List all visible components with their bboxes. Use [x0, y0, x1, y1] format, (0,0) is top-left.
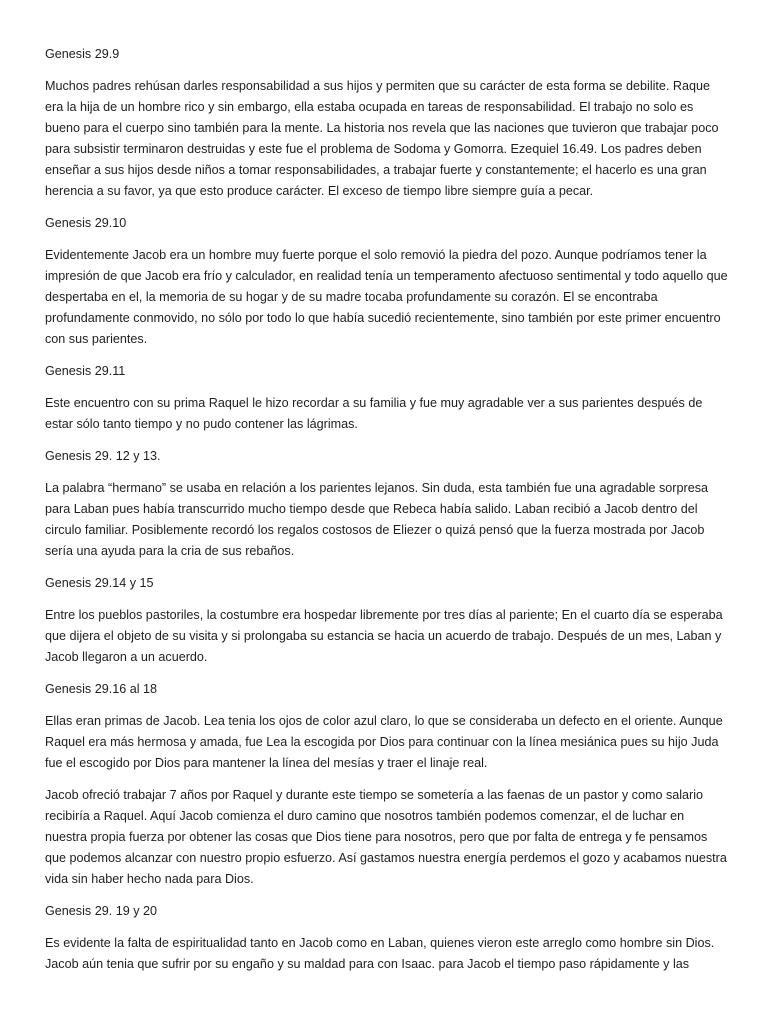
- section-genesis-29-19-20: [45, 901, 729, 975]
- section-paragraph: Entre los pueblos pastoriles, la costumbre era hospedar libremente por tres días al pariente; En el cuarto día se esperaba que dijera el objeto de su visita y si prolongaba su estancia se hacia un acuerdo de trabajo. Después de un mes, Laban y Jacob llegaron a un acuerdo.: [45, 608, 723, 664]
- section-genesis-29-11: [45, 361, 729, 435]
- document-page: [45, 44, 729, 986]
- section-genesis-29-10: [45, 213, 729, 350]
- section-genesis-29-9: [45, 44, 729, 202]
- section-paragraph: Muchos padres rehúsan darles responsabilidad a sus hijos y permiten que su carácter de esta forma se debilite. Raque era la hija de un hombre rico y sin embargo, ella estaba ocupada en tareas de responsabilidad. El trabajo no solo es bueno para el cuerpo sino también para la mente. La historia nos revela que las naciones que tuvieron que trabajar poco para subsistir terminaron destruidas y este fue el problema de Sodoma y Gomorra. Ezequiel 16.49. Los padres deben enseñar a sus hijos desde niños a tomar responsabilidades, a trabajar fuerte y constantemente; el hacerlo es una gran herencia a su favor, ya que esto produce carácter. El exceso de tiempo libre siempre guía a pecar.: [45, 79, 719, 198]
- section-heading: Genesis 29.9: [45, 47, 120, 61]
- section-heading: Genesis 29.11: [45, 364, 126, 378]
- section-genesis-29-14-15: [45, 573, 729, 668]
- section-paragraph: La palabra “hermano” se usaba en relación a los parientes lejanos. Sin duda, esta también fue una agradable sorpresa para Laban pues había transcurrido mucho tiempo desde que Rebeca había salido. Laban recibió a Jacob dentro del circulo familiar. Posiblemente recordó los regalos costosos de Eliezer o quizá pensó que la fuerza mostrada por Jacob sería una ayuda para la cria de sus rebaños.: [45, 481, 708, 558]
- section-paragraph: Es evidente la falta de espiritualidad tanto en Jacob como en Laban, quienes vieron este arreglo como hombre sin Dios. Jacob aún tenia que sufrir por su engaño y su maldad para con Isaac. para Jacob el tiempo paso rápidamente y las: [45, 936, 715, 971]
- section-heading: Genesis 29.16 al 18: [45, 682, 158, 696]
- section-paragraph: Ellas eran primas de Jacob. Lea tenia los ojos de color azul claro, lo que se consideraba un defecto en el oriente. Aunque Raquel era más hermosa y amada, fue Lea la escogida por Dios para continuar con la línea mesiánica pues su hijo Juda fue el escogido por Dios para mantener la línea del mesías y traer el linaje real.: [45, 714, 723, 770]
- section-genesis-29-16-18: [45, 679, 729, 890]
- section-heading: Genesis 29.10: [45, 216, 127, 230]
- section-genesis-29-12-13: [45, 446, 729, 562]
- section-heading: Genesis 29.14 y 15: [45, 576, 154, 590]
- section-paragraph: Jacob ofreció trabajar 7 años por Raquel y durante este tiempo se sometería a las faenas de un pastor y como salario recibiría a Raquel. Aquí Jacob comienza el duro camino que nosotros también podemos comenzar, el de luchar en nuestra propia fuerza por obtener las cosas que Dios tiene para nosotros, pero que por falta de entrega y fe pensamos que podemos alcanzar con nuestro propio esfuerzo. Así gastamos nuestra energía perdemos el gozo y acabamos nuestra vida sin haber hecho nada para Dios.: [45, 788, 727, 886]
- section-paragraph: Este encuentro con su prima Raquel le hizo recordar a su familia y fue muy agradable ver a sus parientes después de estar sólo tanto tiempo y no pudo contener las lágrimas.: [45, 396, 703, 431]
- section-heading: Genesis 29. 19 y 20: [45, 904, 158, 918]
- section-heading: Genesis 29. 12 y 13.: [45, 449, 161, 463]
- section-paragraph: Evidentemente Jacob era un hombre muy fuerte porque el solo removió la piedra del pozo. Aunque podríamos tener la impresión de que Jacob era frío y calculador, en realidad tenía un temperamento afectuoso sentimental y todo aquello que despertaba en el, la memoria de su hogar y de su madre tocaba profundamente su corazón. El se encontraba profundamente conmovido, no sólo por todo lo que había sucedió recientemente, sino también por este primer encuentro con sus parientes.: [45, 248, 728, 346]
